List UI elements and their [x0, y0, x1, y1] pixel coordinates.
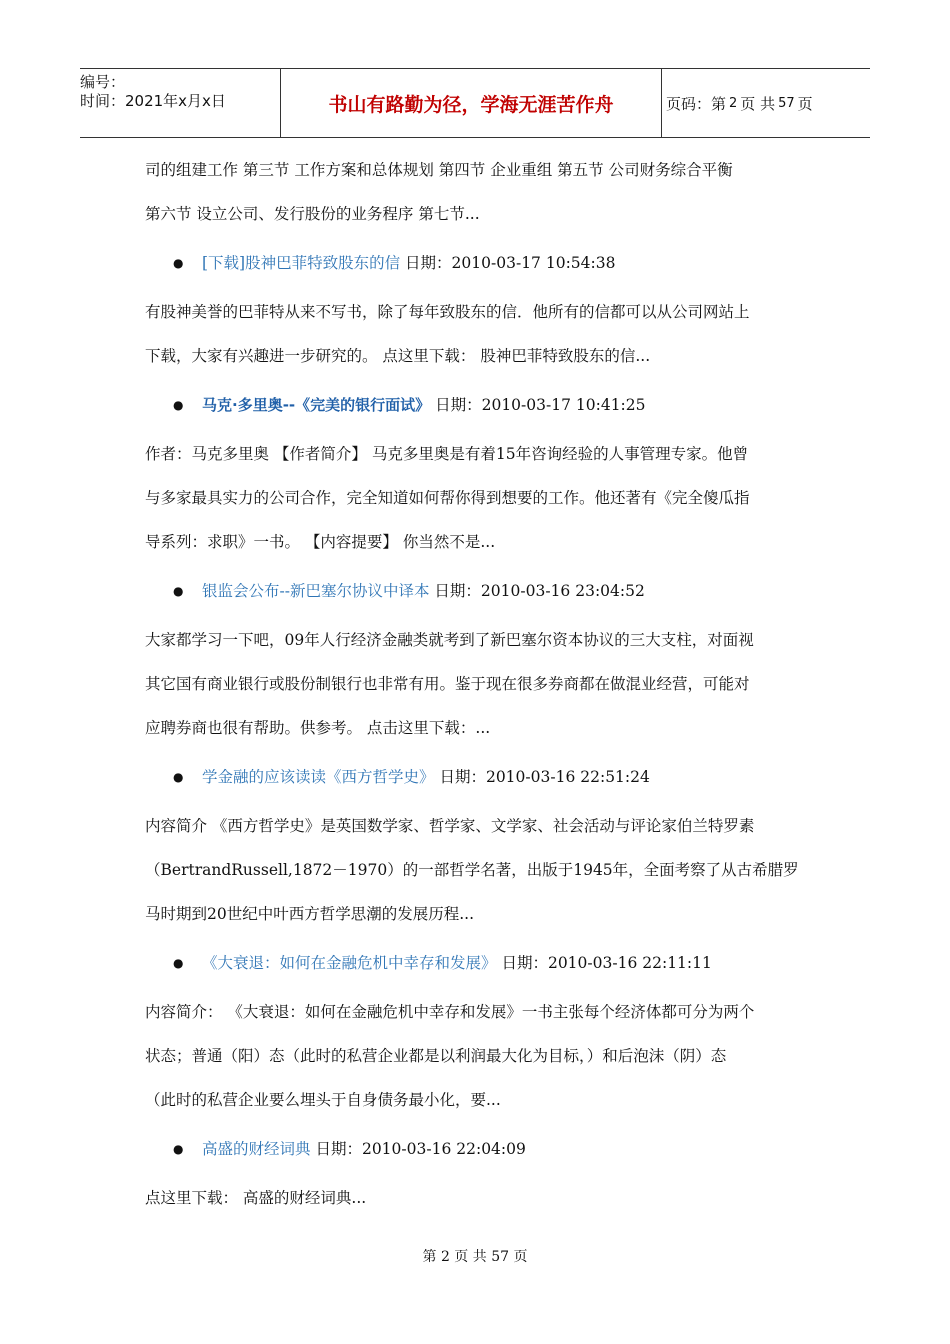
article-date: 日期：2010-03-16 23:04:52 [434, 582, 645, 600]
article-date: 日期：2010-03-16 22:51:24 [439, 768, 650, 786]
article-summary-line: 与多家最具实力的公司合作，完全知道如何帮你得到想要的工作。他还著有《完全傻瓜指 [145, 489, 750, 507]
article-entry [145, 241, 810, 285]
article-link[interactable]: 马克·多里奥--《完美的银行面试》 [202, 396, 431, 414]
header-page-number [662, 69, 874, 137]
header-motto: 书山有路勤为径，学海无涯苦作舟 [328, 93, 614, 116]
article-summary-line: 点这里下载： 高盛的财经词典... [145, 1189, 367, 1207]
page-header [80, 68, 870, 138]
article-entry [145, 383, 810, 427]
article-date: 日期：2010-03-17 10:54:38 [405, 254, 616, 272]
article-entry [145, 941, 810, 985]
article-link[interactable]: 《大衰退：如何在金融危机中幸存和发展》 [202, 954, 497, 972]
article-summary-line: （此时的私营企业要么埋头于自身债务最小化，要... [145, 1091, 501, 1109]
page-current: 2 [729, 95, 738, 111]
article-link[interactable]: 银监会公布--新巴塞尔协议中译本 [202, 582, 430, 600]
article-link[interactable]: 学金融的应该读读《西方哲学史》 [202, 768, 435, 786]
bullet-icon: ● [173, 1142, 184, 1156]
article-summary-line: 马时期到20世纪中叶西方哲学思潮的发展历程... [145, 905, 475, 923]
header-meta [80, 69, 280, 141]
page-prefix: 页码：第 [666, 94, 727, 113]
article-summary-line: 应聘券商也很有帮助。供参考。 点击这里下载：... [145, 719, 491, 737]
article-summary-line: 作者：马克多里奥 【作者简介】 马克多里奥是有着15年咨询经验的人事管理专家。他曾 [145, 445, 749, 463]
article-entry [145, 755, 810, 799]
article-link[interactable]: [下载]股神巴菲特致股东的信 [202, 254, 401, 272]
page-footer: 第 2 页 共 57 页 [422, 1249, 528, 1265]
intro-line: 第六节 设立公司、发行股份的业务程序 第七节... [145, 205, 480, 223]
article-summary-line: 有股神美誉的巴菲特从来不写书，除了每年致股东的信．他所有的信都可以从公司网站上 [145, 303, 750, 321]
article-date: 日期：2010-03-16 22:04:09 [315, 1140, 526, 1158]
header-motto-cell [280, 69, 662, 137]
article-summary-line: 内容简介 《西方哲学史》是英国数学家、哲学家、文学家、社会活动与评论家伯兰特罗素 [145, 817, 755, 835]
article-summary-line: （BertrandRussell,1872－1970）的一部哲学名著，出版于1945年，全面考察了从古希腊罗 [145, 861, 799, 879]
page-mid: 页 共 [740, 94, 776, 113]
page-suffix: 页 [797, 94, 813, 113]
article-summary-line: 导系列：求职》一书。 【内容提要】 你当然不是... [145, 533, 496, 551]
article-summary-line: 其它国有商业银行或股份制银行也非常有用。鉴于现在很多券商都在做混业经营，可能对 [145, 675, 750, 693]
bullet-icon: ● [173, 770, 184, 784]
bullet-icon: ● [173, 956, 184, 970]
article-link[interactable]: 高盛的财经词典 [202, 1140, 311, 1158]
page-total: 57 [778, 95, 795, 111]
intro-line: 司的组建工作 第三节 工作方案和总体规划 第四节 企业重组 第五节 公司财务综合平衡 [145, 161, 733, 179]
document-number-label: 编号： [80, 73, 126, 91]
bullet-icon: ● [173, 398, 184, 412]
article-entry [145, 1127, 810, 1171]
article-date: 日期：2010-03-17 10:41:25 [435, 396, 646, 414]
bullet-icon: ● [173, 256, 184, 270]
article-entry [145, 569, 810, 613]
article-summary-line: 状态；普通（阳）态（此时的私营企业都是以利润最大化为目标，）和后泡沫（阴）态 [145, 1047, 727, 1065]
article-date: 日期：2010-03-16 22:11:11 [501, 954, 712, 972]
document-time-label: 时间：2021年x月x日 [80, 92, 226, 110]
article-summary-line: 大家都学习一下吧，09年人行经济金融类就考到了新巴塞尔资本协议的三大支柱，对面视 [145, 631, 754, 649]
article-summary-line: 内容简介： 《大衰退：如何在金融危机中幸存和发展》一书主张每个经济体都可分为两个 [145, 1003, 755, 1021]
document-body [145, 148, 810, 1220]
article-summary-line: 下载，大家有兴趣进一步研究的。 点这里下载： 股神巴菲特致股东的信... [145, 347, 651, 365]
bullet-icon: ● [173, 584, 184, 598]
